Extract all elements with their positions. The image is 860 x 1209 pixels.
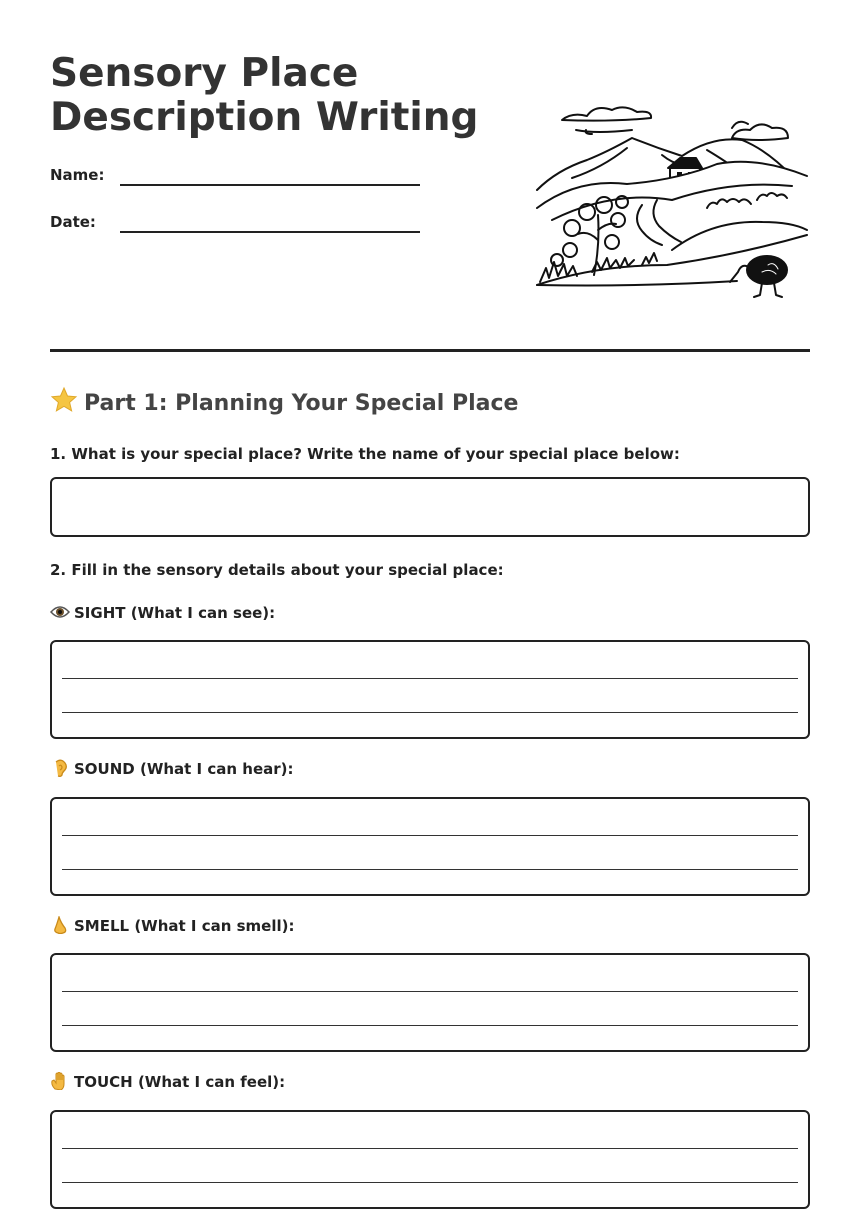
sense-label-touch xyxy=(50,1072,285,1091)
section-divider xyxy=(50,349,810,352)
date-field[interactable] xyxy=(50,213,420,243)
special-place-input[interactable] xyxy=(50,477,810,537)
page-title xyxy=(50,52,490,140)
touch-answer-box[interactable] xyxy=(50,1110,810,1209)
part1-heading xyxy=(50,386,518,420)
write-line xyxy=(62,1148,798,1149)
write-line xyxy=(62,1182,798,1183)
write-line xyxy=(62,835,798,836)
landscape-illustration xyxy=(532,100,812,305)
title-line-1: Sensory Place xyxy=(50,51,359,96)
sense-label-sound xyxy=(50,759,294,778)
date-label: Date: xyxy=(50,213,96,231)
question-1: 1. What is your special place? Write the name of your special place below: xyxy=(50,445,680,463)
name-label: Name: xyxy=(50,166,105,184)
sight-answer-box[interactable] xyxy=(50,640,810,739)
hand-icon xyxy=(50,1072,70,1090)
write-line xyxy=(62,991,798,992)
star-icon xyxy=(50,386,78,420)
sense-text-smell: SMELL (What I can smell): xyxy=(74,917,295,935)
sense-text-sight: SIGHT (What I can see): xyxy=(74,604,276,622)
ear-icon xyxy=(50,759,70,777)
name-field[interactable] xyxy=(50,166,420,196)
name-write-line[interactable] xyxy=(120,184,420,186)
smell-answer-box[interactable] xyxy=(50,953,810,1052)
part1-heading-text: Part 1: Planning Your Special Place xyxy=(84,391,519,416)
title-line-2: Description Writing xyxy=(50,95,479,140)
write-line xyxy=(62,869,798,870)
write-line xyxy=(62,678,798,679)
sense-label-smell xyxy=(50,916,295,935)
sense-label-sight xyxy=(50,603,275,622)
write-line xyxy=(62,712,798,713)
question-2: 2. Fill in the sensory details about your special place: xyxy=(50,561,504,579)
sound-answer-box[interactable] xyxy=(50,797,810,896)
sense-text-sound: SOUND (What I can hear): xyxy=(74,760,294,778)
nose-icon xyxy=(50,916,70,934)
write-line xyxy=(62,1025,798,1026)
sense-text-touch: TOUCH (What I can feel): xyxy=(74,1073,286,1091)
date-write-line[interactable] xyxy=(120,231,420,233)
eye-icon xyxy=(50,603,70,621)
